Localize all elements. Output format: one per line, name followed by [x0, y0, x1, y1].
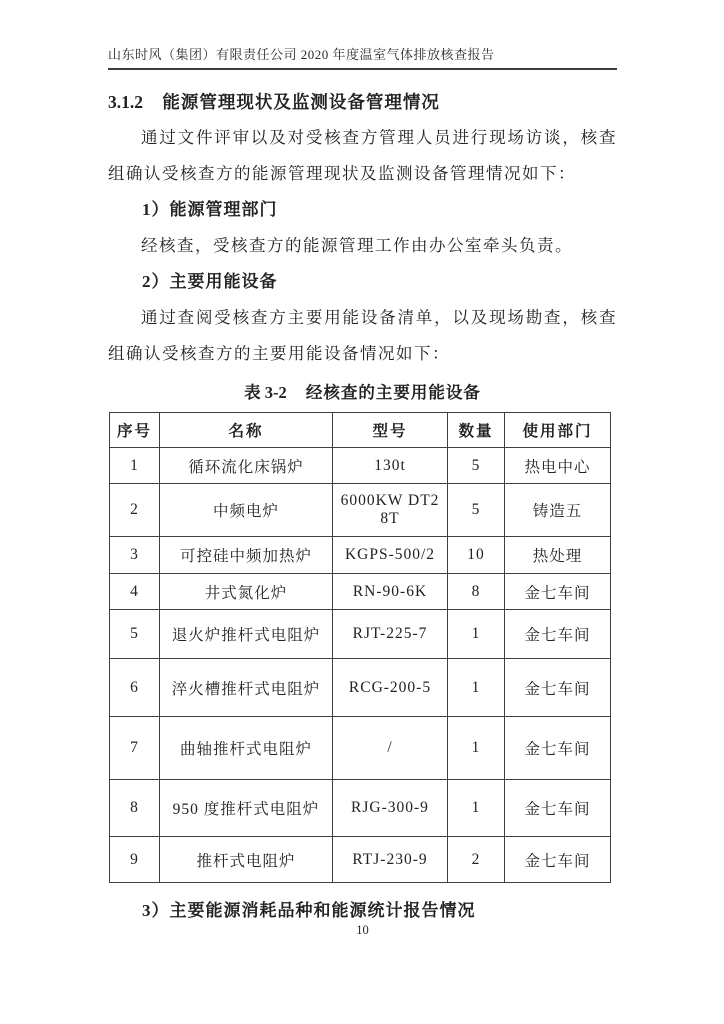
cell-qty: 1 — [448, 717, 505, 780]
cell-model: KGPS-500/2 — [333, 537, 448, 574]
cell-name: 退火炉推杆式电阻炉 — [160, 610, 333, 659]
table-row — [110, 610, 611, 659]
table-caption-label: 表 3-2 — [244, 383, 287, 402]
table-header-row — [110, 413, 611, 448]
cell-dept: 金七车间 — [505, 837, 611, 883]
table-row — [110, 837, 611, 883]
cell-seq: 9 — [110, 837, 160, 883]
cell-seq: 2 — [110, 484, 160, 537]
cell-model: RN-90-6K — [333, 574, 448, 610]
section-number: 3.1.2 — [108, 92, 143, 112]
cell-qty: 5 — [448, 484, 505, 537]
section-heading — [108, 84, 617, 120]
col-header-model: 型号 — [333, 413, 448, 448]
cell-dept: 金七车间 — [505, 780, 611, 837]
table-row — [110, 537, 611, 574]
cell-name: 淬火槽推杆式电阻炉 — [160, 659, 333, 717]
cell-seq: 5 — [110, 610, 160, 659]
cell-seq: 3 — [110, 537, 160, 574]
cell-model: 6000KW DT2 8T — [333, 484, 448, 537]
cell-name: 推杆式电阻炉 — [160, 837, 333, 883]
running-head-title: 山东时风（集团）有限责任公司 2020 年度温室气体排放核查报告 — [108, 47, 495, 62]
subheading-energy-consumption: 3）主要能源消耗品种和能源统计报告情况 — [142, 901, 476, 920]
paragraph-main-equipment-intro: 通过查阅受核查方主要用能设备清单，以及现场勘查，核查组确认受核查方的主要用能设备情况如下： — [108, 308, 617, 363]
cell-qty: 1 — [448, 780, 505, 837]
col-header-dept: 使用部门 — [505, 413, 611, 448]
equipment-table — [109, 412, 611, 883]
cell-dept: 金七车间 — [505, 659, 611, 717]
table-row — [110, 659, 611, 717]
table-row — [110, 484, 611, 537]
cell-dept: 金七车间 — [505, 717, 611, 780]
cell-qty: 2 — [448, 837, 505, 883]
cell-dept: 金七车间 — [505, 610, 611, 659]
running-head — [108, 44, 617, 70]
paragraph-energy-department: 经核查，受核查方的能源管理工作由办公室牵头负责。 — [141, 236, 573, 255]
section-title: 能源管理现状及监测设备管理情况 — [162, 92, 440, 112]
paragraph-energy-management-intro: 通过文件评审以及对受核查方管理人员进行现场访谈，核查组确认受核查方的能源管理现状及监测设备管理情况如下： — [108, 128, 617, 183]
cell-seq: 6 — [110, 659, 160, 717]
cell-name: 循环流化床锅炉 — [160, 448, 333, 484]
table-row — [110, 574, 611, 610]
cell-model: 130t — [333, 448, 448, 484]
cell-qty: 1 — [448, 610, 505, 659]
cell-dept: 热处理 — [505, 537, 611, 574]
subheading-main-equipment: 2）主要用能设备 — [142, 272, 278, 291]
cell-seq: 8 — [110, 780, 160, 837]
cell-qty: 1 — [448, 659, 505, 717]
col-header-seq: 序号 — [110, 413, 160, 448]
cell-dept: 热电中心 — [505, 448, 611, 484]
col-header-qty: 数量 — [448, 413, 505, 448]
page-number: 10 — [356, 923, 369, 937]
cell-name: 中频电炉 — [160, 484, 333, 537]
cell-seq: 1 — [110, 448, 160, 484]
cell-name: 950 度推杆式电阻炉 — [160, 780, 333, 837]
page-content — [108, 84, 617, 938]
table-row — [110, 717, 611, 780]
cell-dept: 金七车间 — [505, 574, 611, 610]
cell-qty: 8 — [448, 574, 505, 610]
table-row — [110, 448, 611, 484]
cell-model: RCG-200-5 — [333, 659, 448, 717]
cell-dept: 铸造五 — [505, 484, 611, 537]
table-row — [110, 780, 611, 837]
cell-qty: 10 — [448, 537, 505, 574]
subheading-energy-department: 1）能源管理部门 — [142, 200, 278, 219]
cell-seq: 7 — [110, 717, 160, 780]
cell-name: 可控硅中频加热炉 — [160, 537, 333, 574]
cell-model: / — [333, 717, 448, 780]
cell-model: RJG-300-9 — [333, 780, 448, 837]
table-caption-text: 经核查的主要用能设备 — [305, 383, 481, 402]
cell-name: 曲轴推杆式电阻炉 — [160, 717, 333, 780]
table-caption — [108, 378, 617, 408]
cell-seq: 4 — [110, 574, 160, 610]
cell-model: RJT-225-7 — [333, 610, 448, 659]
col-header-name: 名称 — [160, 413, 333, 448]
cell-name: 井式氮化炉 — [160, 574, 333, 610]
cell-qty: 5 — [448, 448, 505, 484]
cell-model: RTJ-230-9 — [333, 837, 448, 883]
